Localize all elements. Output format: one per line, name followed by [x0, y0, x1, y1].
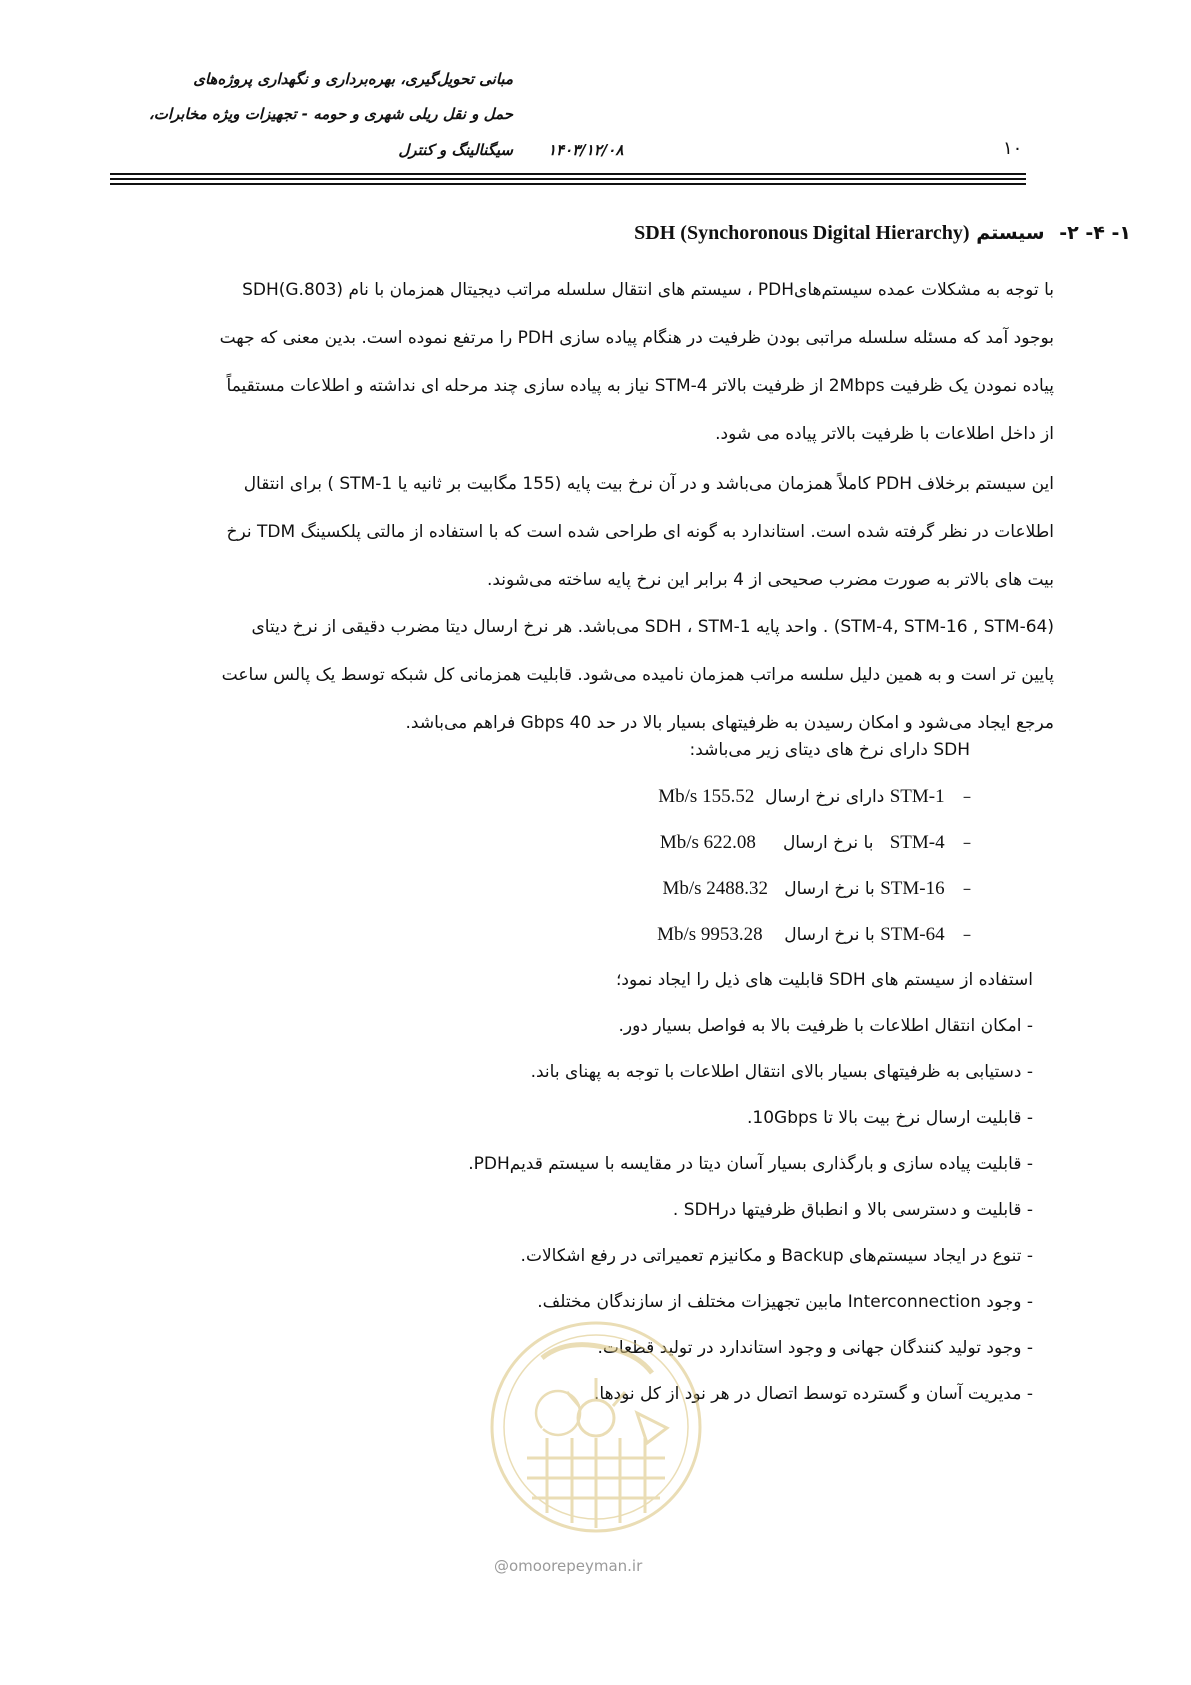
rate-level: STM-4 — [889, 832, 945, 853]
capability-item: - مدیریت آسان و گسترده توسط اتصال در هر نود از کل نودها. — [594, 1384, 1033, 1404]
paragraph-line: این سیستم برخلاف PDH کاملاً همزمان می‌باشد و در آن نرخ بیت پایه (155 مگابیت بر ثانیه یا STM-1 ) برای انتقال — [243, 474, 1054, 494]
paragraph-line: مرجع ایجاد می‌شود و امکان رسیدن به ظرفیتهای بسیار بالا در حد 40 Gbps فراهم می‌باشد. — [405, 713, 1054, 733]
paragraph-line: پیاده نمودن یک ظرفیت 2Mbps از ظرفیت بالاتر STM-4 نیاز به پیاده سازی چند مرحله ای نداشته و اطلاعات مستقیماً — [226, 376, 1054, 396]
paragraph-2 — [108, 460, 1054, 604]
rate-level: STM-64 — [880, 924, 945, 945]
page-number: ۱۰ — [1003, 138, 1023, 159]
section-title-en: SDH (Synchoronous Digital Hierarchy) — [634, 222, 970, 244]
capability-item: - دستیابی به ظرفیتهای بسیار بالای انتقال اطلاعات با توجه به پهنای باند. — [530, 1062, 1033, 1082]
capability-item: - قابلیت پیاده سازی و بارگذاری بسیار آسان دیتا در مقایسه با سیستم قدیمPDH. — [468, 1154, 1033, 1174]
paragraph-line: پایین تر است و به همین دلیل سلسه مراتب همزمان نامیده می‌شود. قابلیت همزمانی کل شبکه توسط یک پالس ساعت — [221, 665, 1054, 685]
watermark-site: @omoorepeyman.ir — [494, 1557, 643, 1575]
rate-text: با نرخ ارسال — [784, 925, 875, 945]
capability-item: - وجود تولید کنندگان جهانی و وجود استاندارد در تولید قطعات. — [597, 1338, 1033, 1358]
rate-text: با نرخ ارسال — [784, 879, 875, 899]
capabilities-intro: استفاده از سیستم های SDH قابلیت های ذیل را ایجاد نمود؛ — [616, 970, 1033, 990]
list-dash: – — [962, 787, 972, 807]
paragraph-line: از داخل اطلاعات با ظرفیت بالاتر پیاده می شود. — [715, 424, 1054, 444]
header-rule-2 — [110, 178, 1026, 180]
paragraph-3 — [108, 603, 1054, 747]
capability-item: - قابلیت ارسال نرخ بیت بالا تا 10Gbps. — [747, 1108, 1033, 1128]
paragraph-line: (STM-4, STM-16 , STM-64) . واحد پایه SDH ، STM-1 می‌باشد. هر نرخ ارسال دیتا مضرب دقیقی از نرخ دیتای — [251, 617, 1054, 637]
header-title-line-2: حمل و نقل ریلی شهری و حومه - تجهیزات ویژه مخابرات، — [148, 105, 513, 123]
rate-text: دارای نرخ ارسال — [765, 787, 885, 807]
capability-item: - وجود Interconnection مابین تجهیزات مختلف از سازندگان مختلف. — [537, 1292, 1033, 1312]
rate-item — [658, 786, 984, 808]
list-dash: – — [962, 925, 972, 945]
rate-level: STM-16 — [880, 878, 945, 899]
section-title-fa: سیستم — [976, 222, 1045, 244]
list-dash: – — [962, 833, 972, 853]
paragraph-line: با توجه به مشکلات عمده سیستم‌هایPDH ، سیستم های انتقال سلسله مراتب دیجیتال همزمان با نام SDH(G.803) — [242, 280, 1054, 300]
paragraph-line: بوجود آمد که مسئله سلسله مراتبی بودن ظرفیت در هنگام پیاده سازی PDH را مرتفع نموده است. بدین معنی که جهت — [219, 328, 1054, 348]
header-title-line-1: مبانی تحویل‌گیری، بهره‌برداری و نگهداری پروژه‌های — [193, 70, 513, 88]
section-heading — [634, 222, 1131, 245]
header-title-line-3: سیگنالینگ و کنترل — [398, 141, 513, 159]
list-dash: – — [962, 879, 972, 899]
watermark-seal-icon — [487, 1318, 705, 1536]
paragraph-1 — [108, 266, 1054, 458]
header-date: ۱۴۰۳/۱۲/۰۸ — [548, 141, 624, 159]
header-rule-3 — [110, 183, 1026, 185]
capability-item: - تنوع در ایجاد سیستم‌های Backup و مکانیزم تعمیراتی در رفع اشکالات. — [520, 1246, 1033, 1266]
rate-level: STM-1 — [889, 786, 945, 807]
header-rule-1 — [110, 173, 1026, 175]
rate-item — [662, 878, 984, 900]
rate-value: 155.52 Mb/s — [658, 786, 755, 807]
rate-value: 9953.28 Mb/s — [657, 924, 763, 945]
paragraph-line: اطلاعات در نظر گرفته شده است. استاندارد به گونه ای طراحی شده است که با استفاده از مالتی پلکسینگ TDM نرخ — [226, 522, 1054, 542]
rate-value: 622.08 Mb/s — [659, 832, 756, 853]
rate-item — [657, 924, 984, 946]
paragraph-line: بیت های بالاتر به صورت مضرب صحیحی از 4 برابر این نرخ پایه ساخته می‌شوند. — [486, 570, 1054, 590]
rates-intro: SDH دارای نرخ های دیتای زیر می‌باشد: — [689, 740, 970, 760]
rate-text: با نرخ ارسال — [782, 833, 874, 853]
rate-item — [660, 832, 984, 854]
rate-value: 2488.32 Mb/s — [662, 878, 769, 899]
capability-item: - قابلیت و دسترسی بالا و انطباق ظرفیتها درSDH . — [672, 1200, 1033, 1220]
capability-item: - امکان انتقال اطلاعات با ظرفیت بالا به فواصل بسیار دور. — [618, 1016, 1033, 1036]
section-number: ۱- ۴- ۲- — [1059, 222, 1131, 244]
